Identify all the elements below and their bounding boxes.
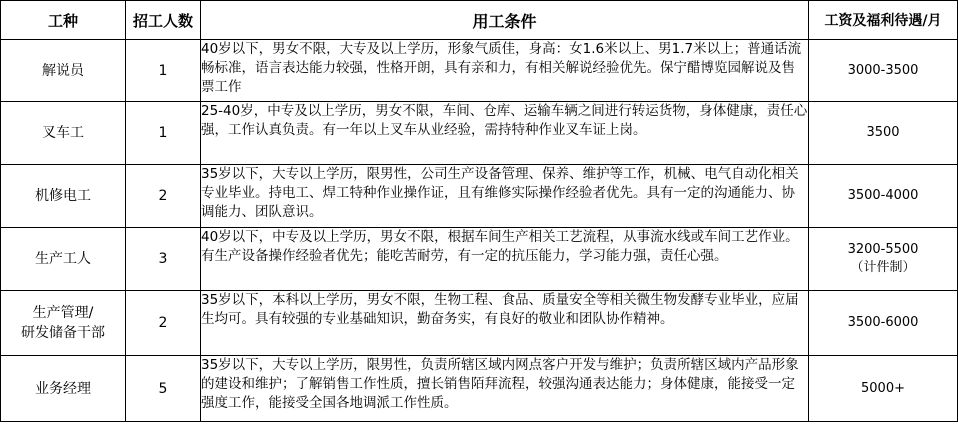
job-type-line-1: 生产管理/ [32, 305, 94, 321]
salary-range: 3200-5500 [847, 242, 919, 257]
table-row [1, 165, 958, 228]
salary-cell: 3500 [809, 102, 958, 165]
headcount-cell: 5 [126, 356, 201, 422]
header-headcount: 招工人数 [126, 1, 201, 40]
job-type-cell: 机修电工 [1, 165, 126, 228]
headcount-cell: 1 [126, 102, 201, 165]
job-type-cell: 解说员 [1, 40, 126, 102]
conditions-cell: 40岁以下，男女不限，大专及以上学历，形象气质佳，身高：女1.6米以上、男1.7米以上；普通话流畅标准，语言表达能力较强，性格开朗，具有亲和力，有相关解说经验优先。保宁醋博览园解说及售票工作 [201, 40, 809, 102]
conditions-cell: 25-40岁，中专及以上学历，男女不限，车间、仓库、运输车辆之间进行转运货物，身体健康，责任心强，工作认真负责。有一年以上叉车从业经验，需持特种作业叉车证上岗。 [201, 102, 809, 165]
headcount-cell: 2 [126, 165, 201, 228]
salary-cell: 3500-4000 [809, 165, 958, 228]
job-type-cell: 业务经理 [1, 356, 126, 422]
salary-note: （计件制） [850, 260, 916, 275]
conditions-cell: 35岁以下，大专以上学历，限男性，负责所辖区域内网点客户开发与维护；负责所辖区域内产品形象的建设和维护；了解销售工作性质，擅长销售陌拜流程，较强沟通表达能力；身体健康，能接受一定强度工作，能接受全国各地调派工作性质。 [201, 356, 809, 422]
job-type-cell [1, 291, 126, 356]
job-type-cell: 叉车工 [1, 102, 126, 165]
job-type-cell: 生产工人 [1, 228, 126, 291]
salary-cell: 3000-3500 [809, 40, 958, 102]
table-row [1, 102, 958, 165]
conditions-cell: 35岁以下，大专以上学历，限男性，公司生产设备管理、保养、维护等工作，机械、电气自动化相关专业毕业。持电工、焊工特种作业操作证，且有维修实际操作经验者优先。具有一定的沟通能力、协调能力、团队意识。 [201, 165, 809, 228]
header-salary: 工资及福利待遇/月 [809, 1, 958, 40]
headcount-cell: 3 [126, 228, 201, 291]
table-row [1, 228, 958, 291]
salary-cell: 5000+ [809, 356, 958, 422]
headcount-cell: 2 [126, 291, 201, 356]
header-job-type: 工种 [1, 1, 126, 40]
header-row [1, 1, 958, 40]
job-type-line-2: 研发储备干部 [21, 325, 105, 341]
headcount-cell: 1 [126, 40, 201, 102]
table-row [1, 40, 958, 102]
table-row [1, 291, 958, 356]
conditions-cell: 40岁以下，中专及以上学历，男女不限，根据车间生产相关工艺流程，从事流水线或车间工艺作业。有生产设备操作经验者优先；能吃苦耐劳，有一定的抗压能力，学习能力强，责任心强。 [201, 228, 809, 291]
salary-cell: 3500-6000 [809, 291, 958, 356]
salary-cell [809, 228, 958, 291]
conditions-cell: 35岁以下，本科以上学历，男女不限，生物工程、食品、质量安全等相关微生物发酵专业毕业，应届生均可。具有较强的专业基础知识，勤奋务实，有良好的敬业和团队协作精神。 [201, 291, 809, 356]
header-conditions: 用工条件 [201, 1, 809, 40]
table-row [1, 356, 958, 422]
